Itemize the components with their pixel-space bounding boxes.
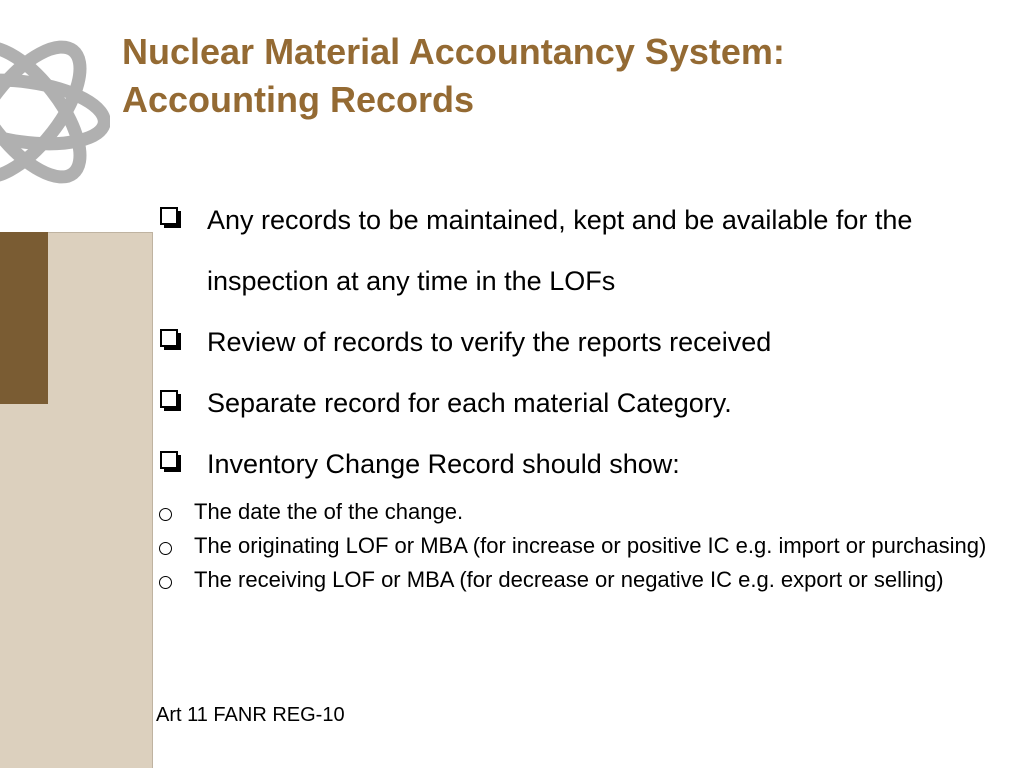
bullet-text: Any records to be maintained, kept and be available for the inspection at any time in the LOFs xyxy=(207,205,913,296)
bullet-item xyxy=(158,312,998,373)
bullet-list xyxy=(158,190,998,495)
side-accent-bar xyxy=(0,232,48,404)
hollow-circle-icon xyxy=(159,508,172,521)
title-line-2: Accounting Records xyxy=(122,79,475,120)
sub-bullet-item xyxy=(158,495,998,529)
bullet-text: Review of records to verify the reports received xyxy=(207,327,772,357)
sub-bullet-text: The receiving LOF or MBA (for decrease or negative IC e.g. export or selling) xyxy=(194,567,944,592)
hollow-circle-icon xyxy=(159,576,172,589)
sub-bullet-list xyxy=(158,495,998,597)
bullet-text: Separate record for each material Category. xyxy=(207,388,732,418)
slide-content xyxy=(158,190,998,597)
sub-bullet-text: The date the of the change. xyxy=(194,499,464,524)
bullet-item xyxy=(158,434,998,495)
bullet-item xyxy=(158,190,998,312)
checkbox-square-icon xyxy=(160,451,182,473)
atom-orbit-logo xyxy=(0,0,110,230)
checkbox-square-icon xyxy=(160,207,182,229)
bullet-text: Inventory Change Record should show: xyxy=(207,449,680,479)
slide-title xyxy=(122,28,982,124)
sub-bullet-text: The originating LOF or MBA (for increase or positive IC e.g. import or purchasing) xyxy=(194,533,987,558)
bullet-item xyxy=(158,373,998,434)
sub-bullet-item xyxy=(158,529,998,563)
sub-bullet-item xyxy=(158,563,998,597)
checkbox-square-icon xyxy=(160,329,182,351)
checkbox-square-icon xyxy=(160,390,182,412)
title-line-1: Nuclear Material Accountancy System: xyxy=(122,31,785,72)
hollow-circle-icon xyxy=(159,542,172,555)
reference-citation: Art 11 FANR REG-10 xyxy=(156,704,345,726)
